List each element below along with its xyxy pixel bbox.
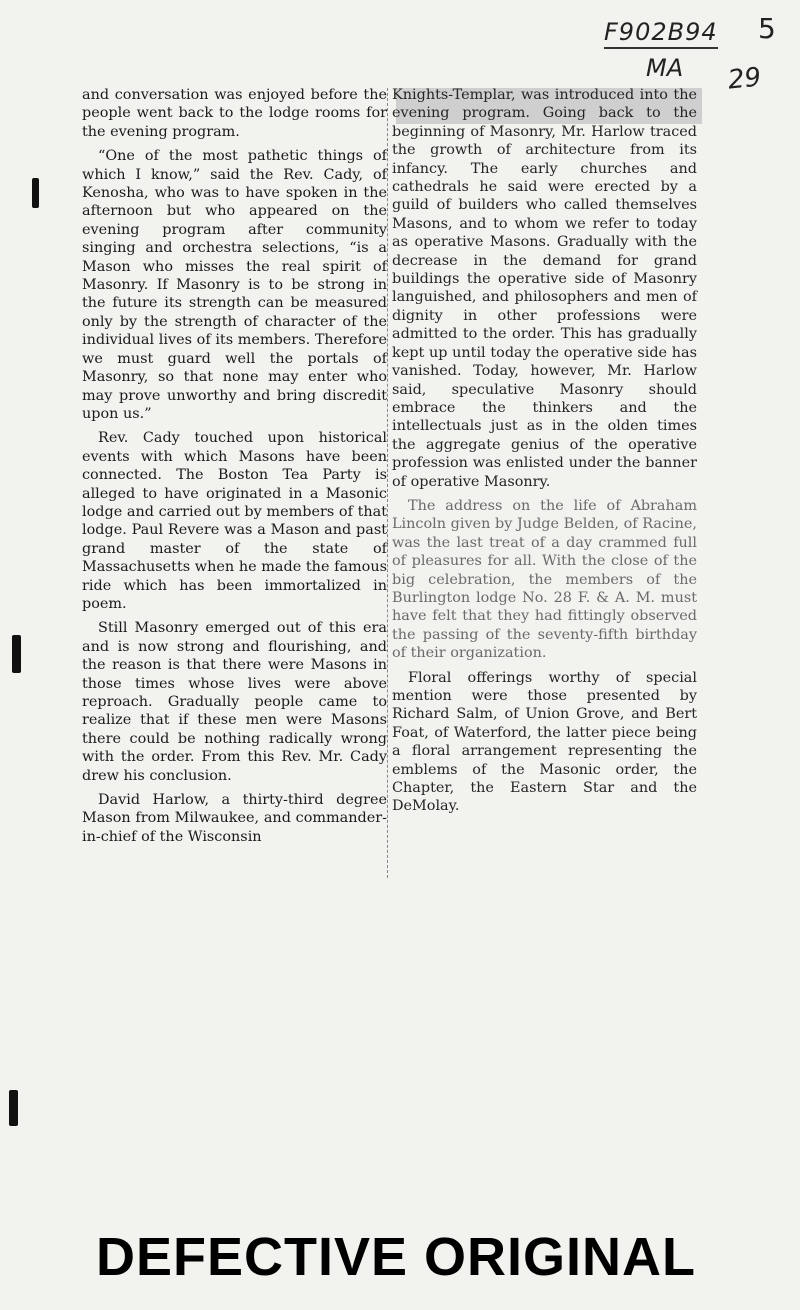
paragraph: The address on the life of Abraham Lincoln given by Judge Belden, of Racine, was the last treat of a day crammed full of pleasures for all. With the close of the big celebration, the members of the Burlington lodge No. 28 F. & A. M. must have felt that they had fittingly observed the passing of the seventy-fifth birthday of their organization. [392, 497, 697, 662]
location-code: MA [646, 54, 684, 82]
defective-original-stamp: DEFECTIVE ORIGINAL [96, 1227, 697, 1287]
paragraph: and conversation was enjoyed before the people went back to the lodge rooms for the evening program. [82, 87, 387, 140]
page-number: 5 [758, 12, 776, 45]
left-column [82, 86, 387, 852]
paragraph: “One of the most pathetic things of which I know,” said the Rev. Cady, of Kenosha, who was to have spoken in the afternoon but who appeared on the evening program after community singing and orchestra selections, “is a Mason who misses the real spirit of Masonry. If Masonry is to be strong in the future its strength can be measured only by the strength of character of the individual lives of its members. Therefore we must guard well the portals of Masonry, so that none may enter who may prove unworthy and bring discredit upon us.” [82, 148, 387, 422]
paragraph: Rev. Cady touched upon historical events with which Masons have been connected. The Boston Tea Party is alleged to have originated in a Masonic lodge and carried out by members of that lodge. Paul Revere was a Mason and past grand master of the state of Massachusetts when he made the famous ride which has been immortalized in poem. [82, 430, 387, 612]
scan-artifact-mark [32, 178, 39, 208]
right-column [392, 86, 697, 822]
paragraph: Floral offerings worthy of special mention were those presented by Richard Salm, of Union Grove, and Bert Foat, of Waterford, the latter piece being a floral arrangement representing the emblems of the Masonic order, the Chapter, the Eastern Star and the DeMolay. [392, 669, 697, 815]
column-divider [387, 88, 388, 878]
paragraph: Still Masonry emerged out of this era and is now strong and flourishing, and the reason is that there were Masons in those times whose lives were above reproach. Gradually people came to realize that if these men were Masons there could be nothing radically wrong with the order. From this Rev. Mr. Cady drew his conclusion. [82, 620, 387, 784]
paragraph: Knights-Templar, was introduced into the evening program. Going back to the beginning of Masonry, Mr. Harlow traced the growth of architecture from its infancy. The early churches and cathedrals he said were erected by a guild of builders who called themselves Masons, and to whom we refer to today as operative Masons. Gradually with the decrease in the demand for grand buildings the operative side of Masonry languished, and philosophers and men of dignity in other professions were admitted to the order. This has gradually kept up until today the operative side has vanished. Today, however, Mr. Harlow said, speculative Masonry should embrace the thinkers and the intellectuals just as in the olden times the aggregate genius of the operative profession was enlisted under the banner of operative Masonry. [392, 87, 697, 490]
scan-artifact-mark [9, 1090, 18, 1126]
catalog-number: F902B94 [604, 18, 718, 49]
folio-number: 29 [726, 62, 763, 96]
scan-artifact-mark [12, 635, 21, 673]
paragraph: David Harlow, a thirty-third degree Mason from Milwaukee, and commander-in-chief of the Wisconsin [82, 792, 387, 845]
